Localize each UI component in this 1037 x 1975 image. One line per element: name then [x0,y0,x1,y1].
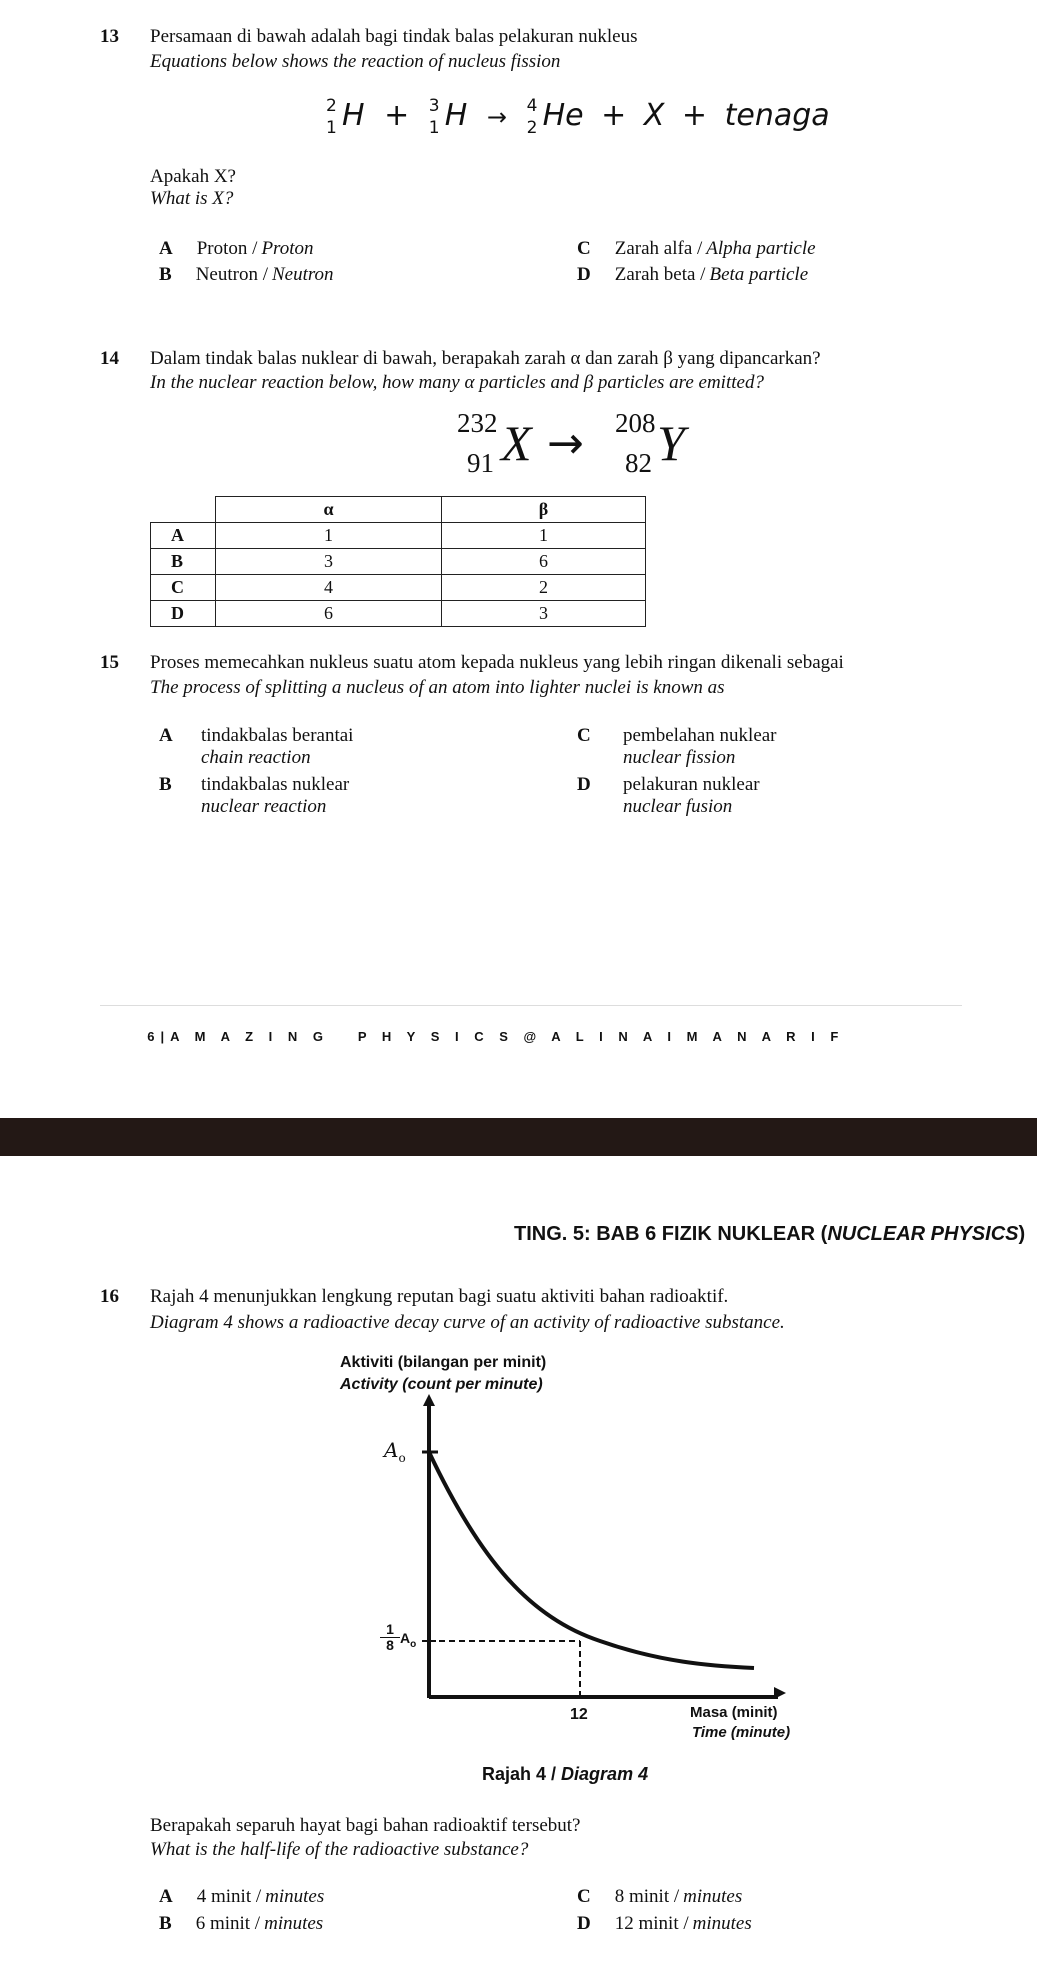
option-letter: B [159,1913,172,1934]
caption-ms: Rajah 4 / [482,1764,557,1784]
option-en: minutes [265,1886,325,1907]
beta-cell: 6 [442,549,646,575]
footer-text: A M A Z I N G P H Y S I C S @ A L I N A I M A N A R I F [170,1029,845,1044]
page-footer [128,1014,844,1044]
option-letter: C [577,1886,591,1907]
table-row[interactable] [151,549,646,575]
option-letter: B [159,774,172,795]
diagram-caption [482,1764,648,1785]
a0-letter: A [384,1438,399,1462]
h3-mass: 3 [428,96,440,116]
q16-question-en: What is the half-life of the radioactive substance? [150,1839,529,1860]
q16-option-b[interactable] [159,1913,323,1935]
x-axis-arrow-icon [774,1687,786,1699]
option-letter: B [159,264,172,285]
y-axis-label-en: Activity (count per minute) [340,1376,543,1393]
a0-subscript: o [398,1451,406,1465]
option-letter: D [577,1913,591,1934]
page-number: 6 [147,1029,161,1044]
option-letter: D [577,774,591,795]
y-mass: 208 [615,408,656,438]
header-plain: TING. 5: BAB 6 FIZIK NUKLEAR ( [514,1223,828,1245]
option-en: minutes [692,1913,752,1934]
x-axis-label-ms: Masa (minit) [690,1704,778,1721]
table-row[interactable] [151,601,646,627]
y-axis-arrow-icon [423,1394,435,1406]
q16-stem-ms: Rajah 4 menunjukkan lengkung reputan bagi suatu aktiviti bahan radioaktif. [150,1286,729,1307]
option-ms: pelakuran nuklear [623,774,760,795]
table-header-row [151,497,646,523]
q16-option-c[interactable] [577,1886,742,1908]
table-row[interactable] [151,523,646,549]
q13-number: 13 [100,26,119,47]
option-ms: Zarah beta / [614,264,706,285]
q14-options-table [150,496,646,627]
table-row[interactable] [151,575,646,601]
x-symbol: X [643,98,665,133]
eighth-a-letter: A [400,1630,411,1646]
option-ms: Neutron / [195,264,268,285]
chapter-header [514,1223,1025,1246]
option-letter: A [159,1886,173,1907]
option-en: chain reaction [201,747,311,768]
row-letter: B [151,549,216,575]
q13-option-b[interactable] [159,264,334,286]
decay-curve [429,1452,754,1668]
q15-stem-en: The process of splitting a nucleus of an atom into lighter nuclei is known as [150,677,725,698]
x-mass: 232 [457,408,498,438]
decay-graph [330,1350,810,1750]
q13-option-c[interactable] [577,238,816,260]
h3-atomic: 1 [428,118,440,138]
q13-question-en: What is X? [150,188,234,209]
option-ms: Zarah alfa / [614,238,703,259]
option-ms: Proton / [196,238,258,259]
beta-cell: 2 [442,575,646,601]
table-corner [151,497,216,523]
row-letter: D [151,601,216,627]
y-axis-label-ms: Aktiviti (bilangan per minit) [340,1354,547,1371]
footer-rule [100,1005,962,1006]
h2-atomic: 1 [326,118,337,138]
option-en: nuclear reaction [201,796,327,817]
caption-en: Diagram 4 [561,1764,649,1784]
alpha-cell: 4 [216,575,442,601]
plus-2: + [601,98,627,133]
q16-option-a[interactable] [159,1886,324,1908]
beta-cell: 1 [442,523,646,549]
option-en: minutes [683,1886,743,1907]
alpha-cell: 3 [216,549,442,575]
option-en: nuclear fusion [623,796,733,817]
q15-number: 15 [100,652,119,673]
h3-symbol: H [444,98,468,133]
fraction-numerator: 1 [386,1621,394,1637]
alpha-header: α [216,497,442,523]
option-en: Beta particle [709,264,809,285]
a0-label [384,1438,406,1465]
q14-number: 14 [100,348,119,369]
beta-header: β [442,497,646,523]
header-close: ) [1018,1223,1026,1245]
option-ms: 8 minit / [614,1886,680,1907]
eighth-a-subscript: o [410,1638,417,1650]
q16-stem-en: Diagram 4 shows a radioactive decay curve of an activity of radioactive substance. [150,1312,785,1333]
q13-option-d[interactable] [577,264,808,286]
q14-stem-ms: Dalam tindak balas nuklear di bawah, berapakah zarah α dan zarah β yang dipancarkan? [150,348,821,369]
eighth-a0-label [400,1630,416,1650]
q15-option-d[interactable] [577,774,760,818]
arrow-icon: → [486,103,508,131]
option-ms: tindakbalas nuklear [201,774,350,795]
x-atomic: 91 [467,448,494,478]
option-ms: tindakbalas berantai [201,725,354,746]
he-atomic: 2 [526,118,538,138]
decay-diagram [330,1350,810,1750]
q13-question-ms: Apakah X? [150,166,236,187]
option-letter: A [159,238,173,259]
option-ms: 4 minit / [196,1886,262,1907]
row-letter: C [151,575,216,601]
q13-equation [326,96,830,138]
option-en: Neutron [271,264,334,285]
row-letter: A [151,523,216,549]
alpha-cell: 1 [216,523,442,549]
q14-reaction [455,408,715,484]
footer-separator: | [160,1029,171,1044]
x-symbol: X [501,415,532,471]
energy-word: tenaga [724,98,830,133]
q16-number: 16 [100,1286,119,1307]
option-en: Alpha particle [706,238,816,259]
option-en: nuclear fission [623,747,736,768]
option-en: Proton [261,238,314,259]
option-letter: D [577,264,591,285]
q13-option-a[interactable] [159,238,314,260]
q15-option-b[interactable] [159,774,349,818]
option-ms: 12 minit / [614,1913,689,1934]
he-mass: 4 [526,96,538,116]
q16-option-d[interactable] [577,1913,752,1935]
option-letter: A [159,725,173,746]
q14-stem-en: In the nuclear reaction below, how many α particles and β particles are emitted? [150,372,764,393]
plus-3: + [681,98,708,133]
h2-mass: 2 [326,96,337,116]
alpha-cell: 6 [216,601,442,627]
q15-option-c[interactable] [577,725,777,769]
option-ms: 6 minit / [195,1913,261,1934]
fraction-denominator: 8 [380,1637,400,1653]
q15-option-a[interactable] [159,725,353,769]
option-en: minutes [264,1913,324,1934]
option-letter: C [577,725,591,746]
eighth-fraction [380,1622,400,1653]
plus-1: + [384,98,410,133]
x-axis-label-en: Time (minute) [692,1724,791,1741]
he-symbol: He [542,98,584,133]
q16-question-ms: Berapakah separuh hayat bagi bahan radioaktif tersebut? [150,1815,581,1836]
arrow-icon: → [547,418,584,469]
option-ms: pembelahan nuklear [623,725,777,746]
y-symbol: Y [657,415,685,471]
option-letter: C [577,238,591,259]
page-divider-band [0,1118,1037,1156]
y-atomic: 82 [625,448,652,478]
beta-cell: 3 [442,601,646,627]
q15-stem-ms: Proses memecahkan nukleus suatu atom kepada nukleus yang lebih ringan dikenali sebagai [150,652,844,673]
x-tick-12: 12 [570,1706,588,1723]
q13-stem-en: Equations below shows the reaction of nucleus fission [150,51,561,72]
header-italic: NUCLEAR PHYSICS [827,1223,1019,1245]
q13-stem-ms: Persamaan di bawah adalah bagi tindak balas pelakuran nukleus [150,26,638,47]
h2-symbol: H [342,98,365,133]
